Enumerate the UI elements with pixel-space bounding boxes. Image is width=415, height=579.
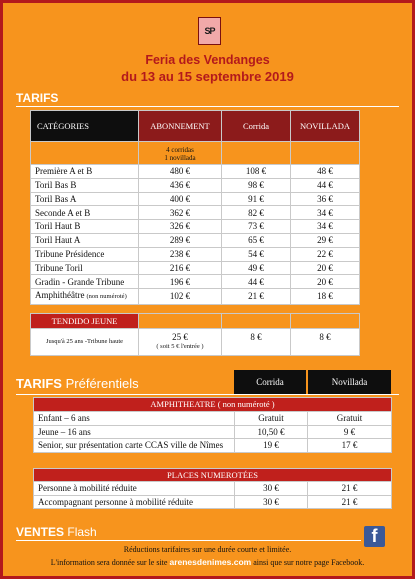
category-cell: Toril Haut B [31,220,139,234]
divider [16,394,399,395]
table-row [34,425,392,439]
table-row [34,495,392,509]
novillada-cell: 21 € [308,482,392,496]
corrida-cell: 30 € [235,495,308,509]
tendido-desc: Jusqu'à 25 ans -Tribune haute [31,329,139,356]
category-cell: Amphithéâtre (non numéroté) [31,289,139,304]
table-row [31,220,360,234]
header-novillada: NOVILLADA [291,111,360,142]
novillada-cell: 34 € [291,206,360,220]
tendido-table [30,313,360,356]
novillada-cell: 17 € [308,439,392,453]
novillada-cell: Gratuit [308,412,392,426]
novillada-cell: 20 € [291,275,360,289]
tarifs-heading: TARIFS [16,91,59,105]
label-cell: Personne à mobilité réduite [34,482,235,496]
tendido-abonnement: 25 € ( soit 5 € l'entrée ) [139,329,222,356]
tendido-novillada: 8 € [291,329,360,356]
label-cell: Jeune – 16 ans [34,425,235,439]
places-table [33,468,392,509]
event-title: Feria des Vendanges [145,53,270,67]
corrida-cell: 44 € [222,275,291,289]
preferentiels-heading: TARIFS Préférentiels [16,376,139,391]
corrida-cell: 19 € [235,439,308,453]
spacer-cell [291,314,360,329]
category-cell: Toril Bas A [31,192,139,206]
table-row [31,233,360,247]
tendido-label: TENDIDO JEUNE [31,314,139,329]
novillada-cell: 48 € [291,165,360,179]
ventes-line2: L'information sera donnée sur le site arenesdenimes.com ainsi que sur notre page Facebook. [50,557,365,567]
tarifs-table [30,110,360,166]
table-row [34,439,392,453]
spacer-cell [222,314,291,329]
corrida-cell: 82 € [222,206,291,220]
abonnement-cell: 436 € [139,178,222,192]
logo-icon: SP [198,17,221,45]
abonnement-cell: 216 € [139,261,222,275]
abonnement-cell: 326 € [139,220,222,234]
category-cell: Toril Bas B [31,178,139,192]
label-cell: Senior, sur présentation carte CCAS ville de Nîmes [34,439,235,453]
places-header: PLACES NUMEROTÉES [34,469,392,482]
spacer-cell [291,142,360,166]
header-corrida: Corrida [222,111,291,142]
corrida-cell: 108 € [222,165,291,179]
category-cell: Toril Haut A [31,233,139,247]
spacer-cell [139,314,222,329]
abonnement-cell: 102 € [139,289,222,304]
abonnement-cell: 238 € [139,247,222,261]
abonnement-cell: 196 € [139,275,222,289]
category-cell: Tribune Présidence [31,247,139,261]
corrida-cell: 49 € [222,261,291,275]
tendido-corrida: 8 € [222,329,291,356]
novillada-cell: 34 € [291,220,360,234]
novillada-cell: 18 € [291,289,360,304]
ventes-line1: Réductions tarifaires sur une durée courte et limitée. [123,545,292,554]
pref-header-corrida: Corrida [234,370,306,395]
tarifs-rows [30,164,360,305]
novillada-cell: 22 € [291,247,360,261]
table-row [31,275,360,289]
novillada-cell: 44 € [291,178,360,192]
table-row [31,261,360,275]
novillada-cell: 36 € [291,192,360,206]
label-cell: Enfant – 6 ans [34,412,235,426]
divider [16,540,361,541]
corrida-cell: 54 € [222,247,291,261]
event-dates: du 13 au 15 septembre 2019 [121,69,294,84]
facebook-icon[interactable]: f [364,526,385,547]
label-cell: Accompagnant personne à mobilité réduite [34,495,235,509]
site-link[interactable]: arenesdenimes.com [169,557,252,567]
abonnement-cell: 362 € [139,206,222,220]
amphi-table [33,397,392,453]
spacer-cell [31,142,139,166]
category-cell: Seconde A et B [31,206,139,220]
novillada-cell: 9 € [308,425,392,439]
abonnement-note: 4 corridas 1 novillada [139,142,222,166]
ventes-heading: VENTES Flash [16,525,97,539]
category-cell: Première A et B [31,165,139,179]
table-row [31,192,360,206]
novillada-cell: 21 € [308,495,392,509]
category-cell: Gradin - Grande Tribune [31,275,139,289]
amphi-header: AMPHITHEATRE ( non numéroté ) [34,398,392,412]
abonnement-cell: 289 € [139,233,222,247]
table-row [31,165,360,179]
corrida-cell: 91 € [222,192,291,206]
spacer-cell [222,142,291,166]
table-row [34,482,392,496]
novillada-cell: 29 € [291,233,360,247]
pref-header-novillada: Novillada [308,370,391,395]
corrida-cell: 30 € [235,482,308,496]
table-row [31,247,360,261]
corrida-cell: 73 € [222,220,291,234]
header-categories: CATÉGORIES [31,111,139,142]
corrida-cell: 98 € [222,178,291,192]
abonnement-cell: 480 € [139,165,222,179]
corrida-cell: Gratuit [235,412,308,426]
header-abonnement: ABONNEMENT [139,111,222,142]
table-row [31,289,360,304]
novillada-cell: 20 € [291,261,360,275]
abonnement-cell: 400 € [139,192,222,206]
table-row [31,178,360,192]
corrida-cell: 65 € [222,233,291,247]
table-row [31,206,360,220]
divider [16,106,399,107]
category-cell: Tribune Toril [31,261,139,275]
corrida-cell: 10,50 € [235,425,308,439]
table-row [34,412,392,426]
corrida-cell: 21 € [222,289,291,304]
